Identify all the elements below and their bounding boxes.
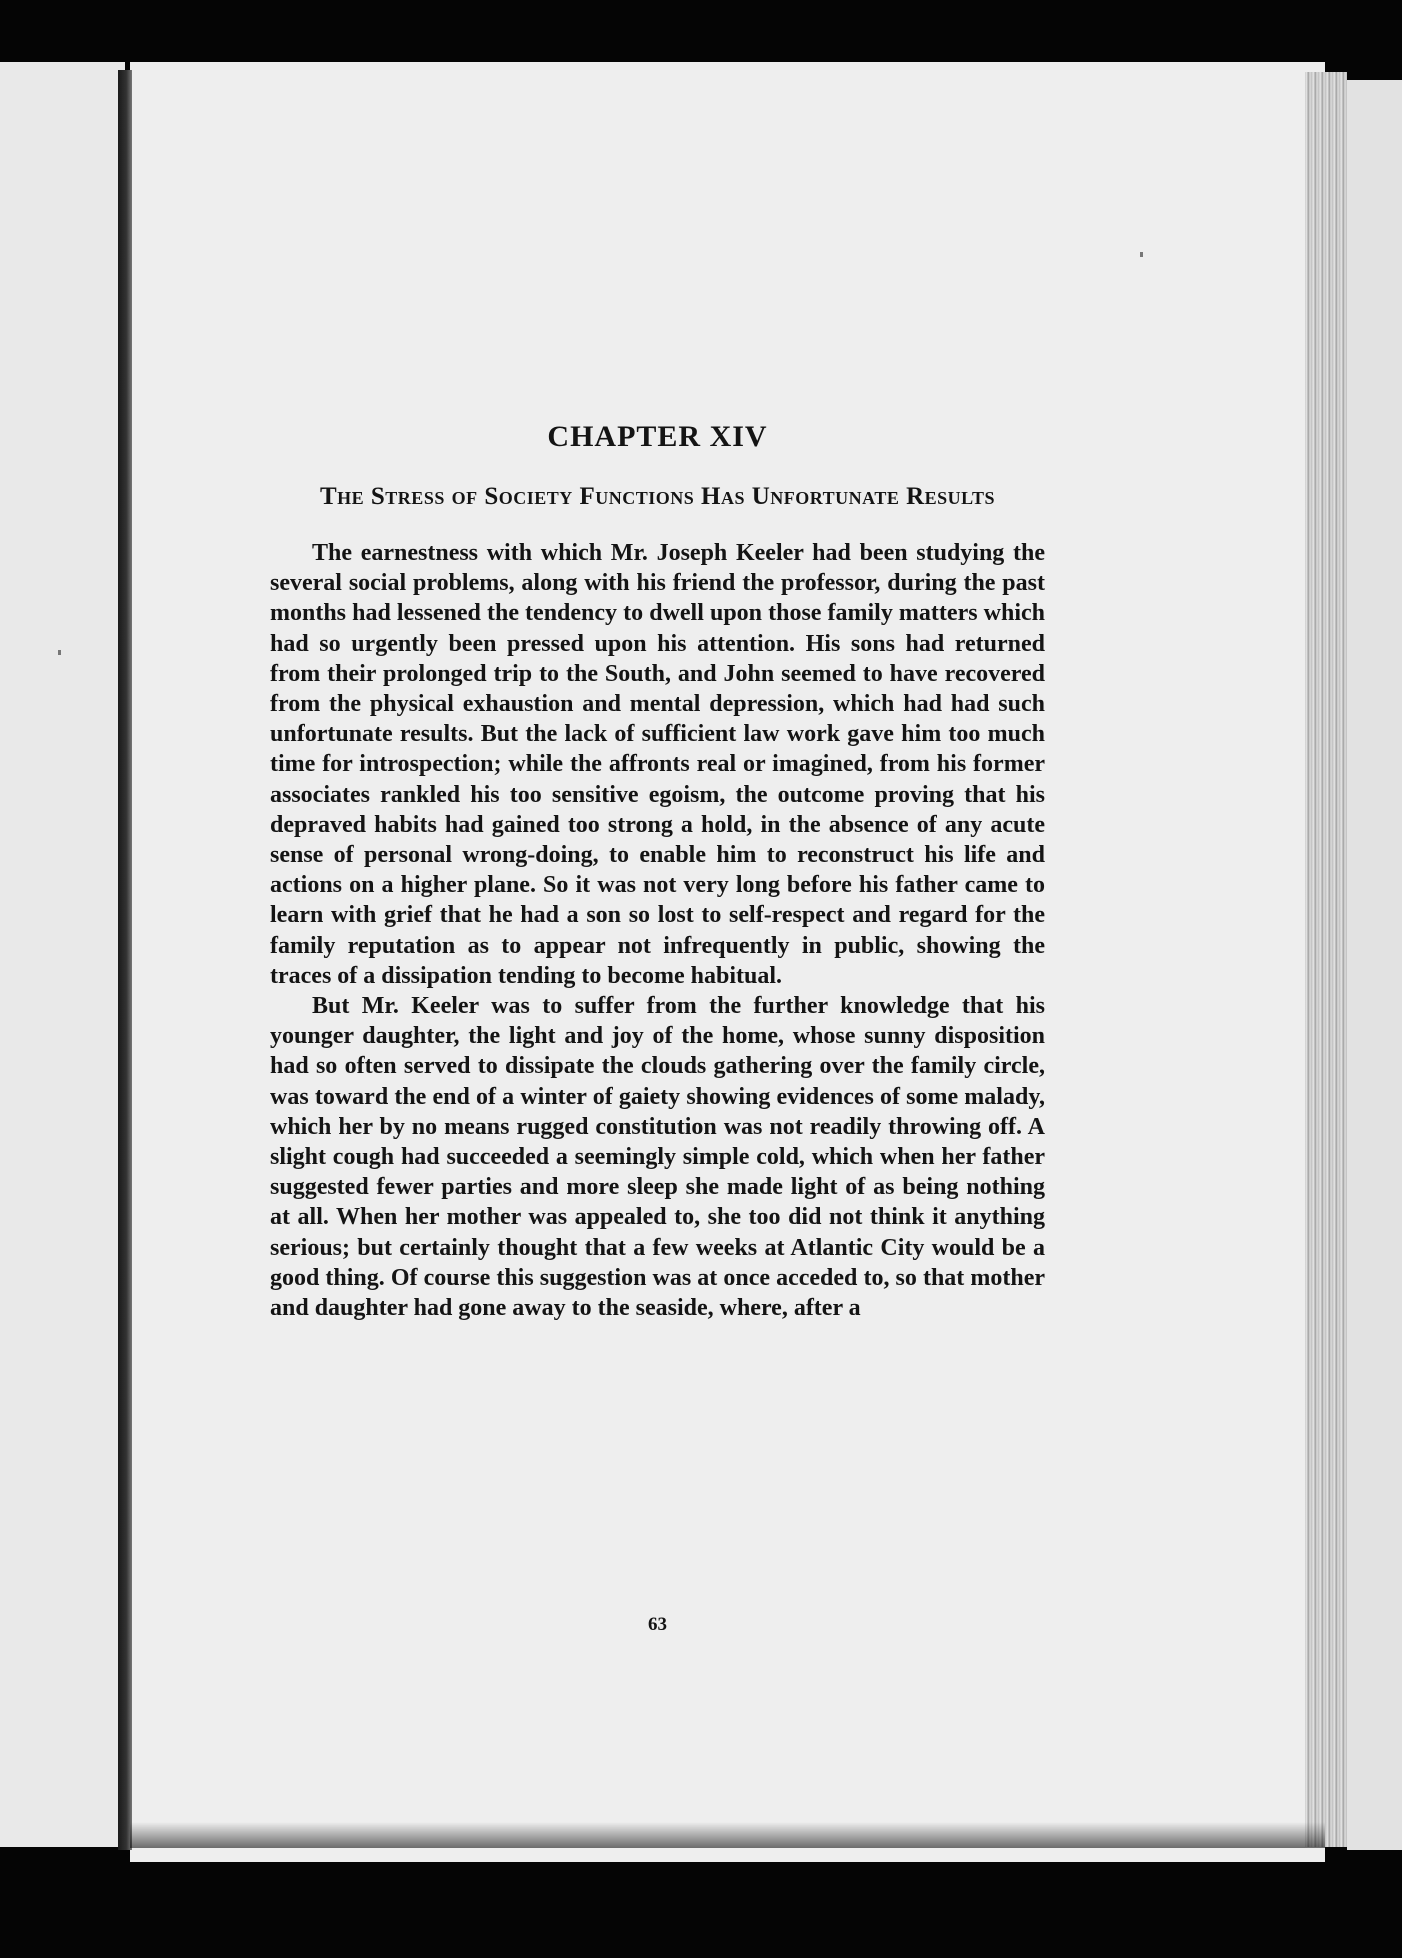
chapter-title: CHAPTER XIV <box>547 420 768 453</box>
text-block <box>270 420 1045 1323</box>
page-number: 63 <box>648 1614 667 1635</box>
facing-page-edge <box>0 62 125 1847</box>
scan-right-margin <box>1347 80 1402 1850</box>
book-gutter <box>118 70 132 1850</box>
scan-speck <box>1140 252 1143 257</box>
page-stack-edge <box>1305 72 1347 1847</box>
body-text <box>270 538 1045 1323</box>
chapter-subtitle: The Stress of Society Functions Has Unfortunate Results <box>319 483 996 510</box>
page-bottom-shadow <box>130 1822 1325 1848</box>
paragraph: But Mr. Keeler was to suffer from the further knowledge that his younger daughter, the light and joy of the home, whose sunny disposition had so often served to dissipate the clouds gathering over the family circle, was toward the end of a winter of gaiety showing evidences of some malady, which her by no means rugged constitution was not readily throwing off. A slight cough had succeeded a seemingly simple cold, which when her father suggested fewer parties and more sleep she made light of as being nothing at all. When her mother was appealed to, she too did not think it anything serious; but certainly thought that a few weeks at Atlantic City would be a good thing. Of course this suggestion was at once acceded to, so that mother and daughter had gone away to the seaside, where, after a <box>270 993 1045 1322</box>
scan-speck <box>58 650 61 655</box>
paragraph: The earnestness with which Mr. Joseph Keeler had been studying the several social problems, along with his friend the professor, during the past months had lessened the tendency to dwell upon those family matters which had so urgently been pressed upon his attention. His sons had returned from their prolonged trip to the South, and John seemed to have recovered from the physical exhaustion and mental depression, which had had such unfortunate results. But the lack of sufficient law work gave him too much time for introspection; while the affronts real or imagined, from his former associates rankled his too sensitive egoism, the outcome proving that his depraved habits had gained too strong a hold, in the absence of any acute sense of personal wrong-doing, to enable him to reconstruct his life and actions on a higher plane. So it was not very long before his father came to learn with grief that he had a son so lost to self-respect and regard for the family reputation as to appear not infrequently in public, showing the traces of a dissipation tending to become habitual. <box>270 540 1045 989</box>
